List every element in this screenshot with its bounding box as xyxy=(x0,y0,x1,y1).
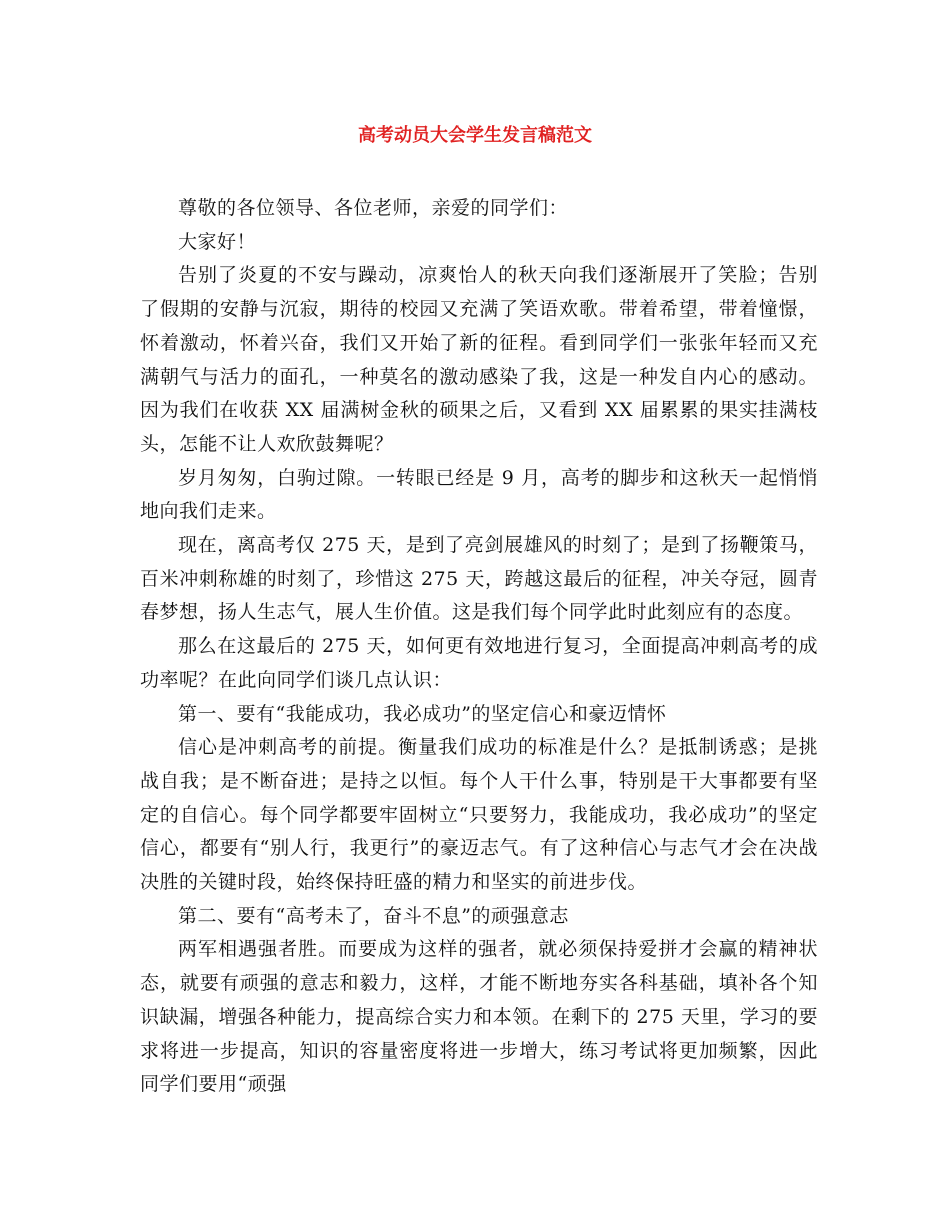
heading-point-one: 第一、要有“我能成功，我必成功”的坚定信心和豪迈情怀 xyxy=(178,702,667,725)
heading-point-two: 第二、要有“高考未了，奋斗不息”的顽强意志 xyxy=(178,904,569,927)
paragraph-willpower: 两军相遇强者胜。而要成为这样的强者，就必须保持爱拼才会赢的精神状态，就要有顽强的意志和毅力，这样，才能不断地夯实各科基础，填补各个知识缺漏，增强各种能力，提高综合实力和本领。在剩下的 275 天里，学习的要求将进一步提高，知识的容量密度将进一步增大，练习考试将更加频繁，因此同学们要用“顽强 xyxy=(140,938,818,1096)
paragraph-salutation: 尊敬的各位领导、各位老师，亲爱的同学们： xyxy=(178,197,569,219)
paragraph-confidence: 信心是冲刺高考的前提。衡量我们成功的标准是什么？是抵制诱惑；是挑战自我；是不断奋进；是持之以恒。每个人干什么事，特别是干大事都要有坚定的自信心。每个同学都要牢固树立“只要努力，我能成功，我必成功”的坚定信心，都要有“别人行，我更行”的豪迈志气。有了这种信心与志气才会在决战决胜的关键时段，始终保持旺盛的精力和坚实的前进步伐。 xyxy=(140,736,818,894)
document-body xyxy=(140,192,818,1102)
paragraph-countdown: 现在，离高考仅 275 天，是到了亮剑展雄风的时刻了；是到了扬鞭策马，百米冲刺称雄的时刻了，珍惜这 275 天，跨越这最后的征程，冲关夺冠，圆青春梦想，扬人生志气，展人生价值。这是我们每个同学此时此刻应有的态度。 xyxy=(140,534,818,624)
paragraph-time: 岁月匆匆，白驹过隙。一转眼已经是 9 月，高考的脚步和这秋天一起悄悄地向我们走来。 xyxy=(140,466,818,523)
document-title: 高考动员大会学生发言稿范文 xyxy=(358,125,592,146)
paragraph-question: 那么在这最后的 275 天，如何更有效地进行复习，全面提高冲刺高考的成功率呢？在此向同学们谈几点认识： xyxy=(140,635,818,691)
paragraph-opening: 告别了炎夏的不安与躁动，凉爽怡人的秋天向我们逐渐展开了笑脸；告别了假期的安静与沉寂，期待的校园又充满了笑语欢歌。带着希望，带着憧憬，怀着激动，怀着兴奋，我们又开始了新的征程。看到同学们一张张年轻而又充满朝气与活力的面孔，一种莫名的激动感染了我，这是一种发自内心的感动。因为我们在收获 XX 届满树金秋的硕果之后，又看到 XX 届累累的果实挂满枝头，怎能不让人欢欣鼓舞呢？ xyxy=(140,264,818,455)
paragraph-greeting: 大家好！ xyxy=(178,230,257,253)
